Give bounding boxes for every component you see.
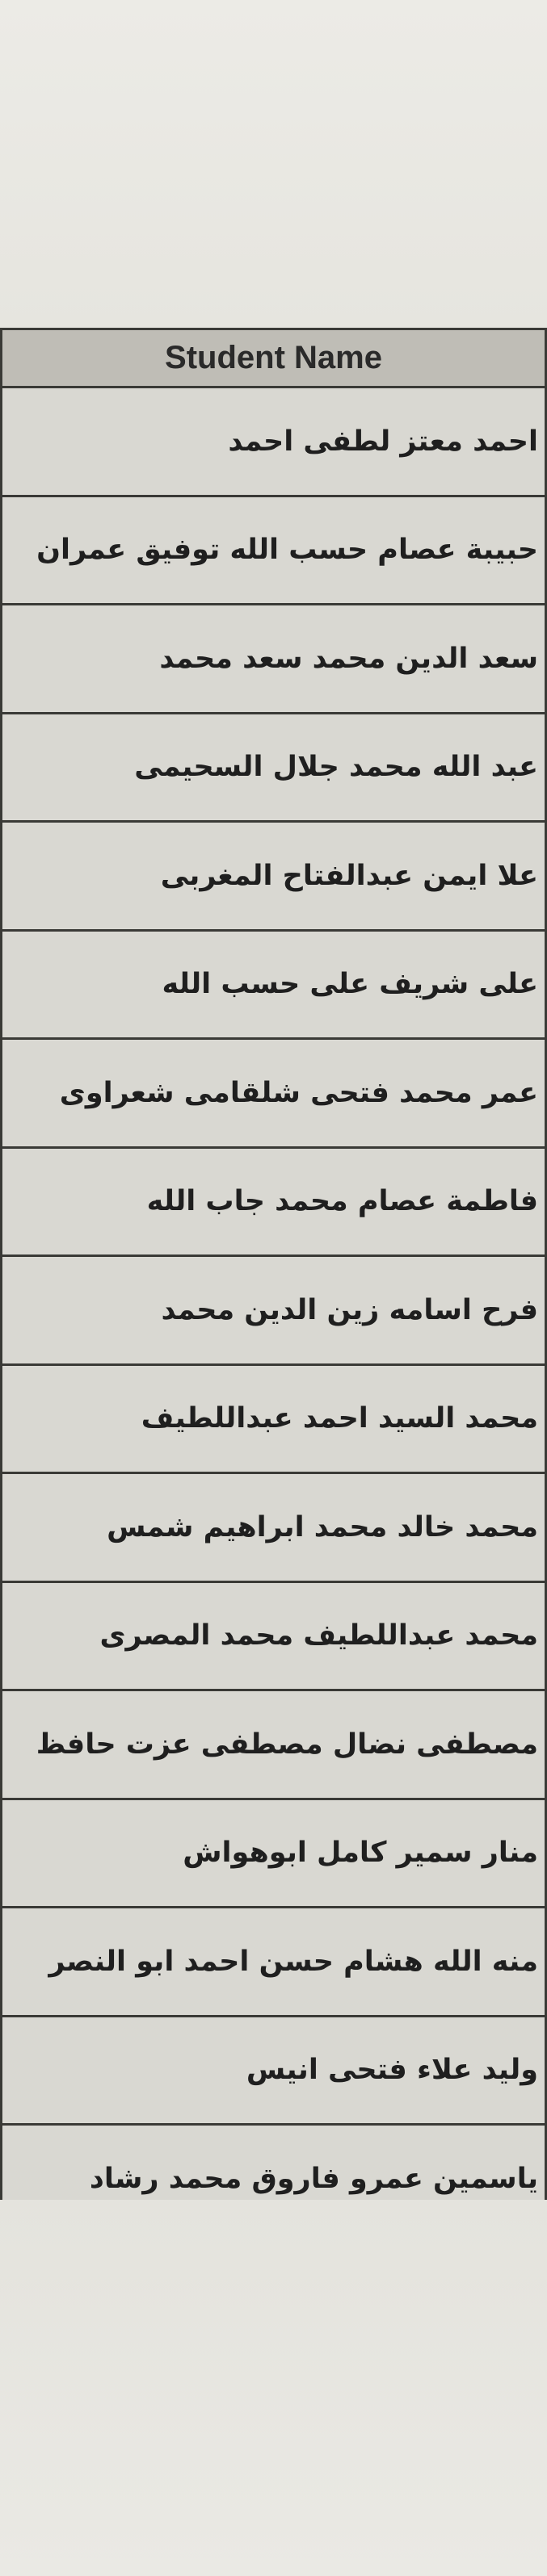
table-row <box>2 1691 545 1800</box>
table-row <box>2 1583 545 1692</box>
student-name: فرح اسامه زين الدين محمد <box>161 1293 538 1326</box>
student-name: منه الله هشام حسن احمد ابو النصر <box>48 1945 538 1978</box>
student-name: محمد عبداللطيف محمد المصرى <box>99 1619 538 1652</box>
student-name: احمد معتز لطفى احمد <box>228 425 538 458</box>
column-header-student-name: Student Name <box>2 330 545 388</box>
student-name: منار سمير كامل ابوهواش <box>183 1837 538 1870</box>
table-row <box>2 714 545 823</box>
student-name: على شريف على حسب الله <box>162 968 538 1001</box>
student-name: فاطمة عصام محمد جاب الله <box>146 1185 538 1218</box>
student-name: وليد علاء فتحى انيس <box>246 2054 538 2087</box>
student-table <box>0 328 547 2235</box>
table-row <box>2 1149 545 1258</box>
table-row <box>2 823 545 932</box>
student-name: مصطفى نضال مصطفى عزت حافظ <box>36 1728 538 1761</box>
table-row <box>2 932 545 1041</box>
student-name: ياسمين عمرو فاروق محمد رشاد <box>89 2162 538 2195</box>
table-row <box>2 1474 545 1583</box>
paper-margin-top <box>0 0 547 328</box>
student-name: عبد الله محمد جلال السحيمى <box>134 751 538 784</box>
table-row <box>2 1040 545 1149</box>
table-row <box>2 2017 545 2126</box>
student-name: محمد السيد احمد عبداللطيف <box>141 1402 538 1435</box>
table-row <box>2 1908 545 2017</box>
student-name: عمر محمد فتحى شلقامى شعراوى <box>59 1076 538 1109</box>
table-row <box>2 1257 545 1366</box>
table-row <box>2 1800 545 1909</box>
student-name: محمد خالد محمد ابراهيم شمس <box>107 1510 538 1544</box>
student-name: سعد الدين محمد سعد محمد <box>159 642 538 675</box>
table-row <box>2 388 545 497</box>
paper-margin-bottom <box>0 2200 547 2576</box>
student-name: علا ايمن عبدالفتاح المغربى <box>160 859 538 892</box>
table-row <box>2 497 545 606</box>
student-name: حبيبة عصام حسب الله توفيق عمران <box>36 534 538 567</box>
table-row <box>2 605 545 714</box>
table-row <box>2 1366 545 1475</box>
